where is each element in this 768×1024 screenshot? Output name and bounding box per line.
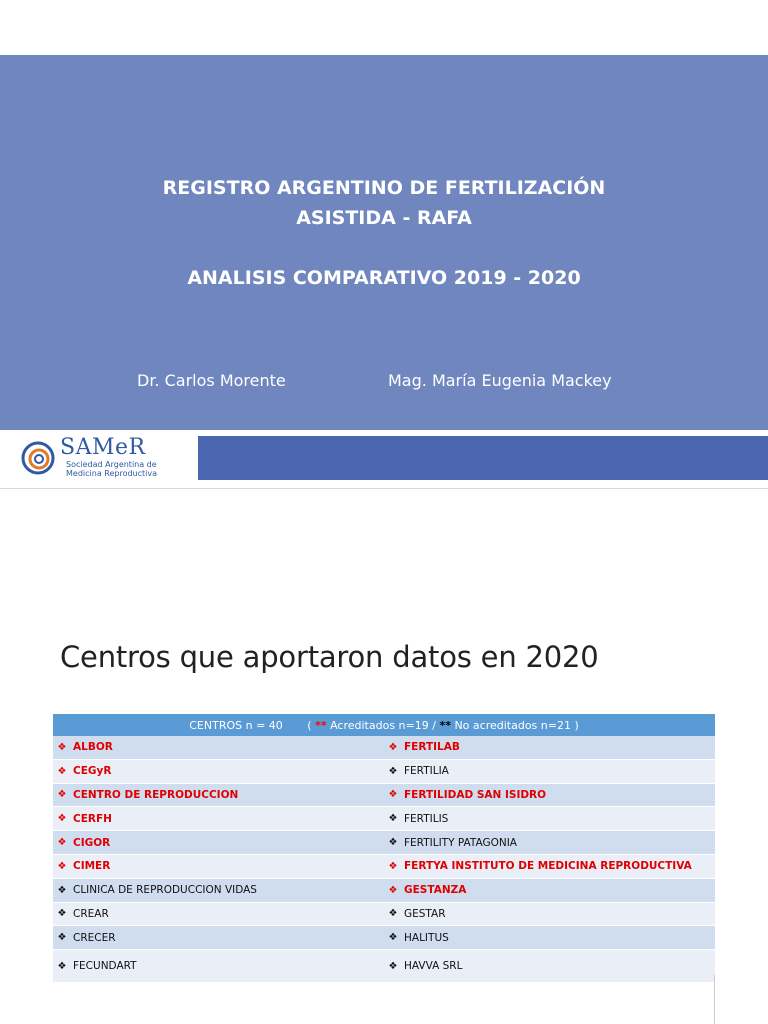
diamond-bullet-icon: ❖ <box>57 960 67 972</box>
center-name: ALBOR <box>73 741 113 754</box>
slide-divider <box>0 488 768 489</box>
diamond-bullet-icon: ❖ <box>57 932 67 944</box>
center-cell-left <box>53 854 384 878</box>
diamond-bullet-icon: ❖ <box>388 765 398 777</box>
diamond-bullet-icon: ❖ <box>57 860 67 872</box>
center-name: FERTILIS <box>404 812 449 825</box>
center-name: HAVVA SRL <box>404 960 463 973</box>
diamond-bullet-icon: ❖ <box>388 932 398 944</box>
title-line-1: REGISTRO ARGENTINO DE FERTILIZACIÓN <box>162 177 606 199</box>
title-banner <box>0 55 768 430</box>
center-name: CIGOR <box>73 836 111 849</box>
black-star-marker: ** <box>439 718 451 732</box>
table-row <box>53 759 715 783</box>
diamond-bullet-icon: ❖ <box>57 837 67 849</box>
center-name: CRECER <box>73 931 116 944</box>
author-right: Mag. María Eugenia Mackey <box>388 371 612 390</box>
header-open-paren: ( <box>307 718 316 732</box>
center-cell-right <box>384 807 715 831</box>
table-row <box>53 854 715 878</box>
diamond-bullet-icon: ❖ <box>57 789 67 801</box>
center-name: FECUNDART <box>73 960 137 973</box>
center-cell-right <box>384 759 715 783</box>
center-name: CIMER <box>73 860 111 873</box>
table-row <box>53 950 715 983</box>
diamond-bullet-icon: ❖ <box>388 813 398 825</box>
center-name: GESTANZA <box>404 884 467 897</box>
center-cell-left <box>53 902 384 926</box>
center-cell-right <box>384 854 715 878</box>
center-name: CLINICA DE REPRODUCCION VIDAS <box>73 884 257 897</box>
centers-title: Centros que aportaron datos en 2020 <box>60 640 599 674</box>
center-cell-right <box>384 831 715 855</box>
table-row <box>53 807 715 831</box>
table-row <box>53 831 715 855</box>
center-name: HALITUS <box>404 931 449 944</box>
logo-tagline-line-2: Medicina Reproductiva <box>66 469 158 478</box>
footer-band <box>198 436 768 480</box>
spiral-logo-icon <box>21 441 55 475</box>
center-name: GESTAR <box>404 907 446 920</box>
slide-edge <box>714 975 715 1024</box>
logo-name: SAMeR <box>60 435 146 460</box>
center-cell-left <box>53 950 384 983</box>
title-line-2: ASISTIDA - RAFA <box>296 207 472 229</box>
table-row <box>53 878 715 902</box>
table-row <box>53 783 715 807</box>
diamond-bullet-icon: ❖ <box>57 741 67 753</box>
center-name: CEGyR <box>73 765 112 778</box>
diamond-bullet-icon: ❖ <box>388 860 398 872</box>
center-cell-left <box>53 759 384 783</box>
center-name: FERTILIDAD SAN ISIDRO <box>404 788 547 801</box>
center-name: CERFH <box>73 812 112 825</box>
table-row <box>53 926 715 950</box>
author-left: Dr. Carlos Morente <box>137 371 286 390</box>
diamond-bullet-icon: ❖ <box>388 741 398 753</box>
center-name: FERTYA INSTITUTO DE MEDICINA REPRODUCTIVA <box>404 860 692 873</box>
title-slide <box>0 0 768 492</box>
center-cell-left <box>53 807 384 831</box>
header-accredited: Acreditados n=19 / <box>326 718 440 732</box>
center-cell-right <box>384 736 715 759</box>
center-cell-left <box>53 783 384 807</box>
diamond-bullet-icon: ❖ <box>388 789 398 801</box>
center-cell-right <box>384 783 715 807</box>
samer-logo <box>14 435 192 483</box>
diamond-bullet-icon: ❖ <box>57 765 67 777</box>
center-cell-right <box>384 950 715 983</box>
center-cell-left <box>53 831 384 855</box>
center-name: CENTRO DE REPRODUCCION <box>73 788 239 801</box>
diamond-bullet-icon: ❖ <box>388 884 398 896</box>
center-cell-left <box>53 926 384 950</box>
header-not-accredited: No acreditados n=21 ) <box>450 718 579 732</box>
center-name: FERTILITY PATAGONIA <box>404 836 517 849</box>
center-name: CREAR <box>73 907 109 920</box>
logo-tagline <box>66 460 157 478</box>
red-star-marker: ** <box>315 718 327 732</box>
centers-table <box>53 714 715 983</box>
table-header-row <box>53 714 715 736</box>
center-cell-right <box>384 902 715 926</box>
header-count: CENTROS n = 40 <box>189 718 283 732</box>
table-row <box>53 736 715 759</box>
table-header <box>53 714 715 736</box>
center-cell-right <box>384 926 715 950</box>
center-cell-right <box>384 878 715 902</box>
logo-tagline-line-1: Sociedad Argentina de <box>66 460 157 469</box>
diamond-bullet-icon: ❖ <box>57 884 67 896</box>
diamond-bullet-icon: ❖ <box>388 908 398 920</box>
center-name: FERTILIA <box>404 765 449 778</box>
diamond-bullet-icon: ❖ <box>388 837 398 849</box>
diamond-bullet-icon: ❖ <box>388 960 398 972</box>
diamond-bullet-icon: ❖ <box>57 908 67 920</box>
slide-subtitle: ANALISIS COMPARATIVO 2019 - 2020 <box>187 267 581 289</box>
center-cell-left <box>53 736 384 759</box>
center-name: FERTILAB <box>404 741 460 754</box>
table-row <box>53 902 715 926</box>
center-cell-left <box>53 878 384 902</box>
slide-title <box>0 173 768 233</box>
diamond-bullet-icon: ❖ <box>57 813 67 825</box>
